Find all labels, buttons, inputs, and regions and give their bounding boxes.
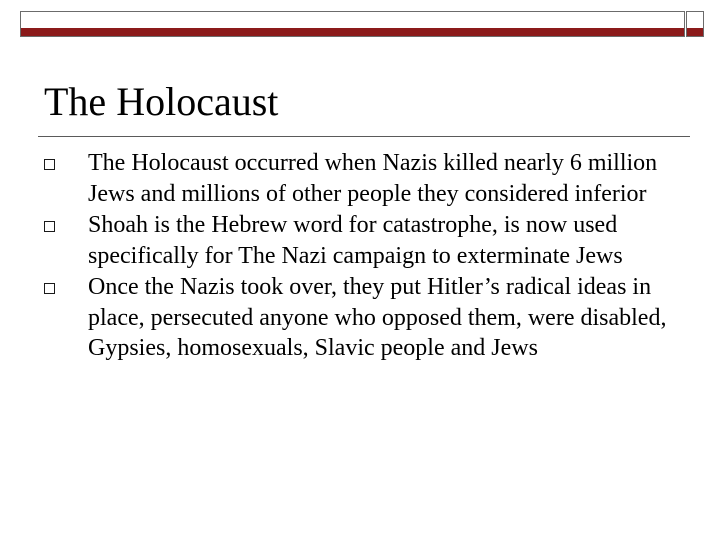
- hollow-square-bullet-icon: [44, 159, 55, 170]
- hollow-square-bullet-icon: [44, 221, 55, 232]
- bullet-text: Once the Nazis took over, they put Hitler’s radical ideas in place, persecuted anyone who opposed them, were disabled, Gypsies, homosexuals, Slavic people and Jews: [88, 274, 667, 361]
- corner-square-accent-stripe: [687, 28, 703, 36]
- corner-decorative-square: [686, 11, 704, 37]
- top-decorative-band: [20, 11, 685, 37]
- top-band-accent-stripe: [21, 28, 684, 36]
- bullet-item: [44, 148, 674, 209]
- bullet-text: The Holocaust occurred when Nazis killed nearly 6 million Jews and millions of other people they considered inferior: [88, 150, 658, 207]
- bullet-item: [44, 272, 674, 364]
- title-divider: [38, 136, 690, 137]
- bullet-item: [44, 210, 674, 271]
- hollow-square-bullet-icon: [44, 283, 55, 294]
- slide-title: The Holocaust: [44, 79, 279, 124]
- bullet-list: [44, 148, 674, 365]
- bullet-text: Shoah is the Hebrew word for catastrophe, is now used specifically for The Nazi campaign to exterminate Jews: [88, 212, 623, 269]
